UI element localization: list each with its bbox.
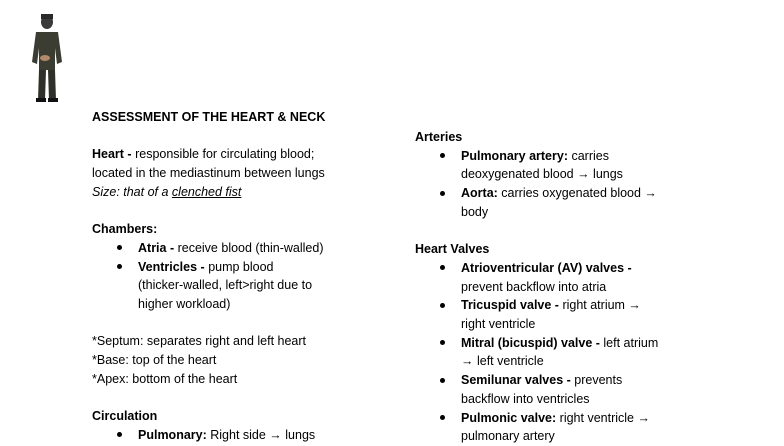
circulation-list [92,426,392,445]
bullet-icon [440,340,445,345]
arteries-heading: Arteries [415,130,463,144]
list-item: Tricuspid valve - right atrium → right ventricle [415,296,715,333]
note-apex: *Apex: bottom of the heart [92,371,238,386]
bullet-icon [440,378,445,383]
list-item: Semilunar valves - prevents backflow into ventricles [415,371,715,408]
bullet-icon [440,415,445,420]
right-column [415,108,715,446]
bullet-icon [440,191,445,196]
document-title: ASSESSMENT OF THE HEART & NECK [92,110,326,124]
list-item: Atria - receive blood (thin-walled) [92,239,392,258]
list-item: Mitral (bicuspid) valve - left atrium → left ventricle [415,334,715,371]
chambers-heading: Chambers: [92,222,158,237]
bullet-icon [440,153,445,158]
heart-term: Heart - [92,147,136,162]
valves-list [415,259,715,446]
note-base: *Base: top of the heart [92,353,217,367]
heart-size-prefix: Size: that of a [92,184,172,199]
list-item: Pulmonary artery: carries deoxygenated blood → lungs [415,147,715,184]
heart-desc-2: located in the mediastinum between lungs [92,166,325,181]
bullet-icon [440,303,445,308]
person-figure-image [24,14,70,102]
circulation-heading: Circulation [92,409,158,424]
list-item: Atrioventricular (AV) valves - prevent backflow into atria [415,259,715,296]
heart-size-value: clenched fist [171,184,242,199]
heart-definition-line-1 [92,145,392,164]
note-septum: *Septum: separates right and left heart [92,334,307,349]
arteries-list [415,147,715,222]
bullet-icon [117,264,122,269]
bullet-icon [440,265,445,270]
list-item: Pulmonary: Right side → lungs [92,426,392,445]
bullet-icon [117,432,122,437]
list-item: Pulmonic valve: right ventricle → pulmonary artery [415,409,715,446]
bullet-icon [117,245,122,250]
chambers-list [92,239,392,314]
valves-heading: Heart Valves [415,242,490,257]
heart-desc-1: responsible for circulating blood; [135,147,315,162]
list-item: Ventricles - pump blood (thicker-walled, left>right due to higher workload) [92,258,392,314]
heart-size-line [92,183,392,202]
list-item: Aorta: carries oxygenated blood → body [415,184,715,221]
left-column [92,108,392,444]
